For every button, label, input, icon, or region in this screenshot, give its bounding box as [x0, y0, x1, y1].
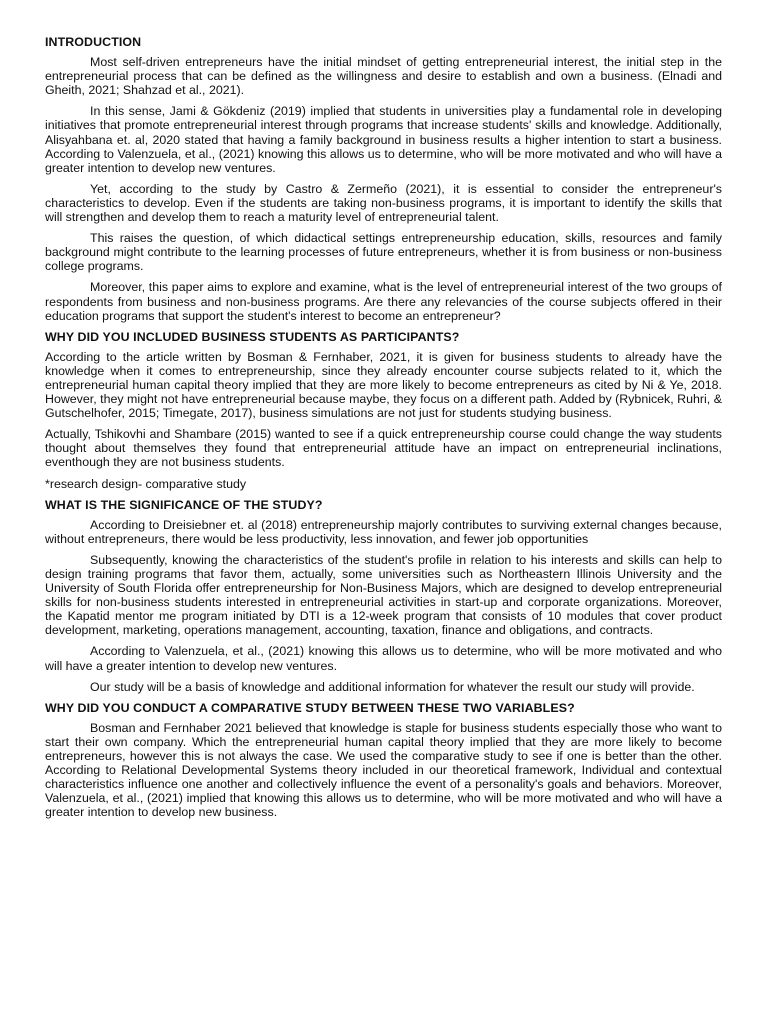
section-heading-comparative-study: WHY DID YOU CONDUCT A COMPARATIVE STUDY BETWEEN THESE TWO VARIABLES? [45, 700, 575, 715]
section-heading-business-students: WHY DID YOU INCLUDED BUSINESS STUDENTS AS PARTICIPANTS? [45, 329, 460, 344]
paragraph: Moreover, this paper aims to explore and examine, what is the level of entrepreneurial interest of the two groups of respondents from business and non-business programs. Are there any relevancies of the course subjects offered in their education programs that support the student's interest to become an entrepreneur? [45, 280, 722, 323]
paragraph: Actually, Tshikovhi and Shambare (2015) wanted to see if a quick entrepreneurship course could change the way students thought about themselves they found that entrepreneurial attitude have an impact on entrepreneurial inclinations, eventhough they are not business students. [45, 427, 722, 470]
paragraph: Yet, according to the study by Castro & Zermeño (2021), it is essential to consider the entrepreneur's characteristics to develop. Even if the students are taking non-business programs, it is important to identify the skills that will strengthen and develop them to reach a maturity level of entrepreneurial talent. [45, 181, 722, 225]
paragraph: According to Valenzuela, et al., (2021) knowing this allows us to determine, who will be more motivated and who will have a greater intention to develop new ventures. [45, 644, 722, 673]
section-heading-introduction: INTRODUCTION [45, 35, 142, 49]
paragraph: According to the article written by Bosman & Fernhaber, 2021, it is given for business students to already have the knowledge when it comes to entrepreneurship, since they already encounter course subjects related to it, which the entrepreneurial human capital theory implied that they are more likely to become entrepreneurs as cited by Ni & Ye, 2018. However, they might not have entrepreneurial because maybe, they focus on a different path. Added by (Rybnicek, Ruhri, & Gutschelhofer, 2015; Timegate, 2017), business simulations are not just for students studying business. [45, 349, 722, 421]
paragraph: Bosman and Fernhaber 2021 believed that knowledge is staple for business students especially those who want to start their own company. Which the entrepreneurial human capital theory implied that they are more likely to become entrepreneurs, however this is not always the case. We used the comparative study to see if one is better than the other. According to Relational Developmental Systems theory included in our theoretical framework, Individual and contextual characteristics influence one another and collectively influence the event of a personality's goals and behaviors. Moreover, Valenzuela, et al., (2021) implied that knowing this allows us to determine, who will be more motivated and who will have a greater intention to develop new business. [45, 720, 722, 820]
paragraph: According to Dreisiebner et. al (2018) entrepreneurship majorly contributes to surviving external changes because, without entrepreneurs, there would be less productivity, less innovation, and fewer job opportunities [45, 517, 722, 546]
paragraph: Most self-driven entrepreneurs have the initial mindset of getting entrepreneurial interest, the initial step in the entrepreneurial process that can be defined as the willingness and desire to establish and own a business. (Elnadi and Gheith, 2021; Shahzad et al., 2021). [45, 55, 722, 98]
paragraph: Our study will be a basis of knowledge and additional information for whatever the result our study will provide. [90, 679, 695, 694]
paragraph: This raises the question, of which didactical settings entrepreneurship education, skills, resources and family background might contribute to the learning processes of future entrepreneurs, whether it is from business or non-business college programs. [45, 231, 722, 274]
research-design-note: *research design- comparative study [45, 476, 247, 491]
paragraph: In this sense, Jami & Gökdeniz (2019) implied that students in universities play a fundamental role in developing initiatives that promote entrepreneurial interest through programs that increase students' skills and knowledge. Additionally, Alisyahbana et. al, 2020 stated that having a family background in business results a higher intention to start a business. According to Valenzuela, et al., (2021) knowing this allows us to determine, who will be more motivated and who will have a greater intention to develop new ventures. [45, 104, 722, 175]
section-heading-significance: WHAT IS THE SIGNIFICANCE OF THE STUDY? [45, 497, 323, 512]
paragraph: Subsequently, knowing the characteristics of the student's profile in relation to his interests and skills can help to design training programs that favor them, actually, some universities such as Northeastern Illinois University and the University of South Florida offer entrepreneurship for Non-Business Majors, which are designed to develop entrepreneurial skills for non-business students interested in entrepreneurial activities in start-up and corporate organizations. Moreover, the Kapatid mentor me program initiated by DTI is a 12-week program that consists of 10 modules that cover product development, marketing, operations management, accounting, taxation, finance and obligations, and contracts. [45, 552, 722, 638]
